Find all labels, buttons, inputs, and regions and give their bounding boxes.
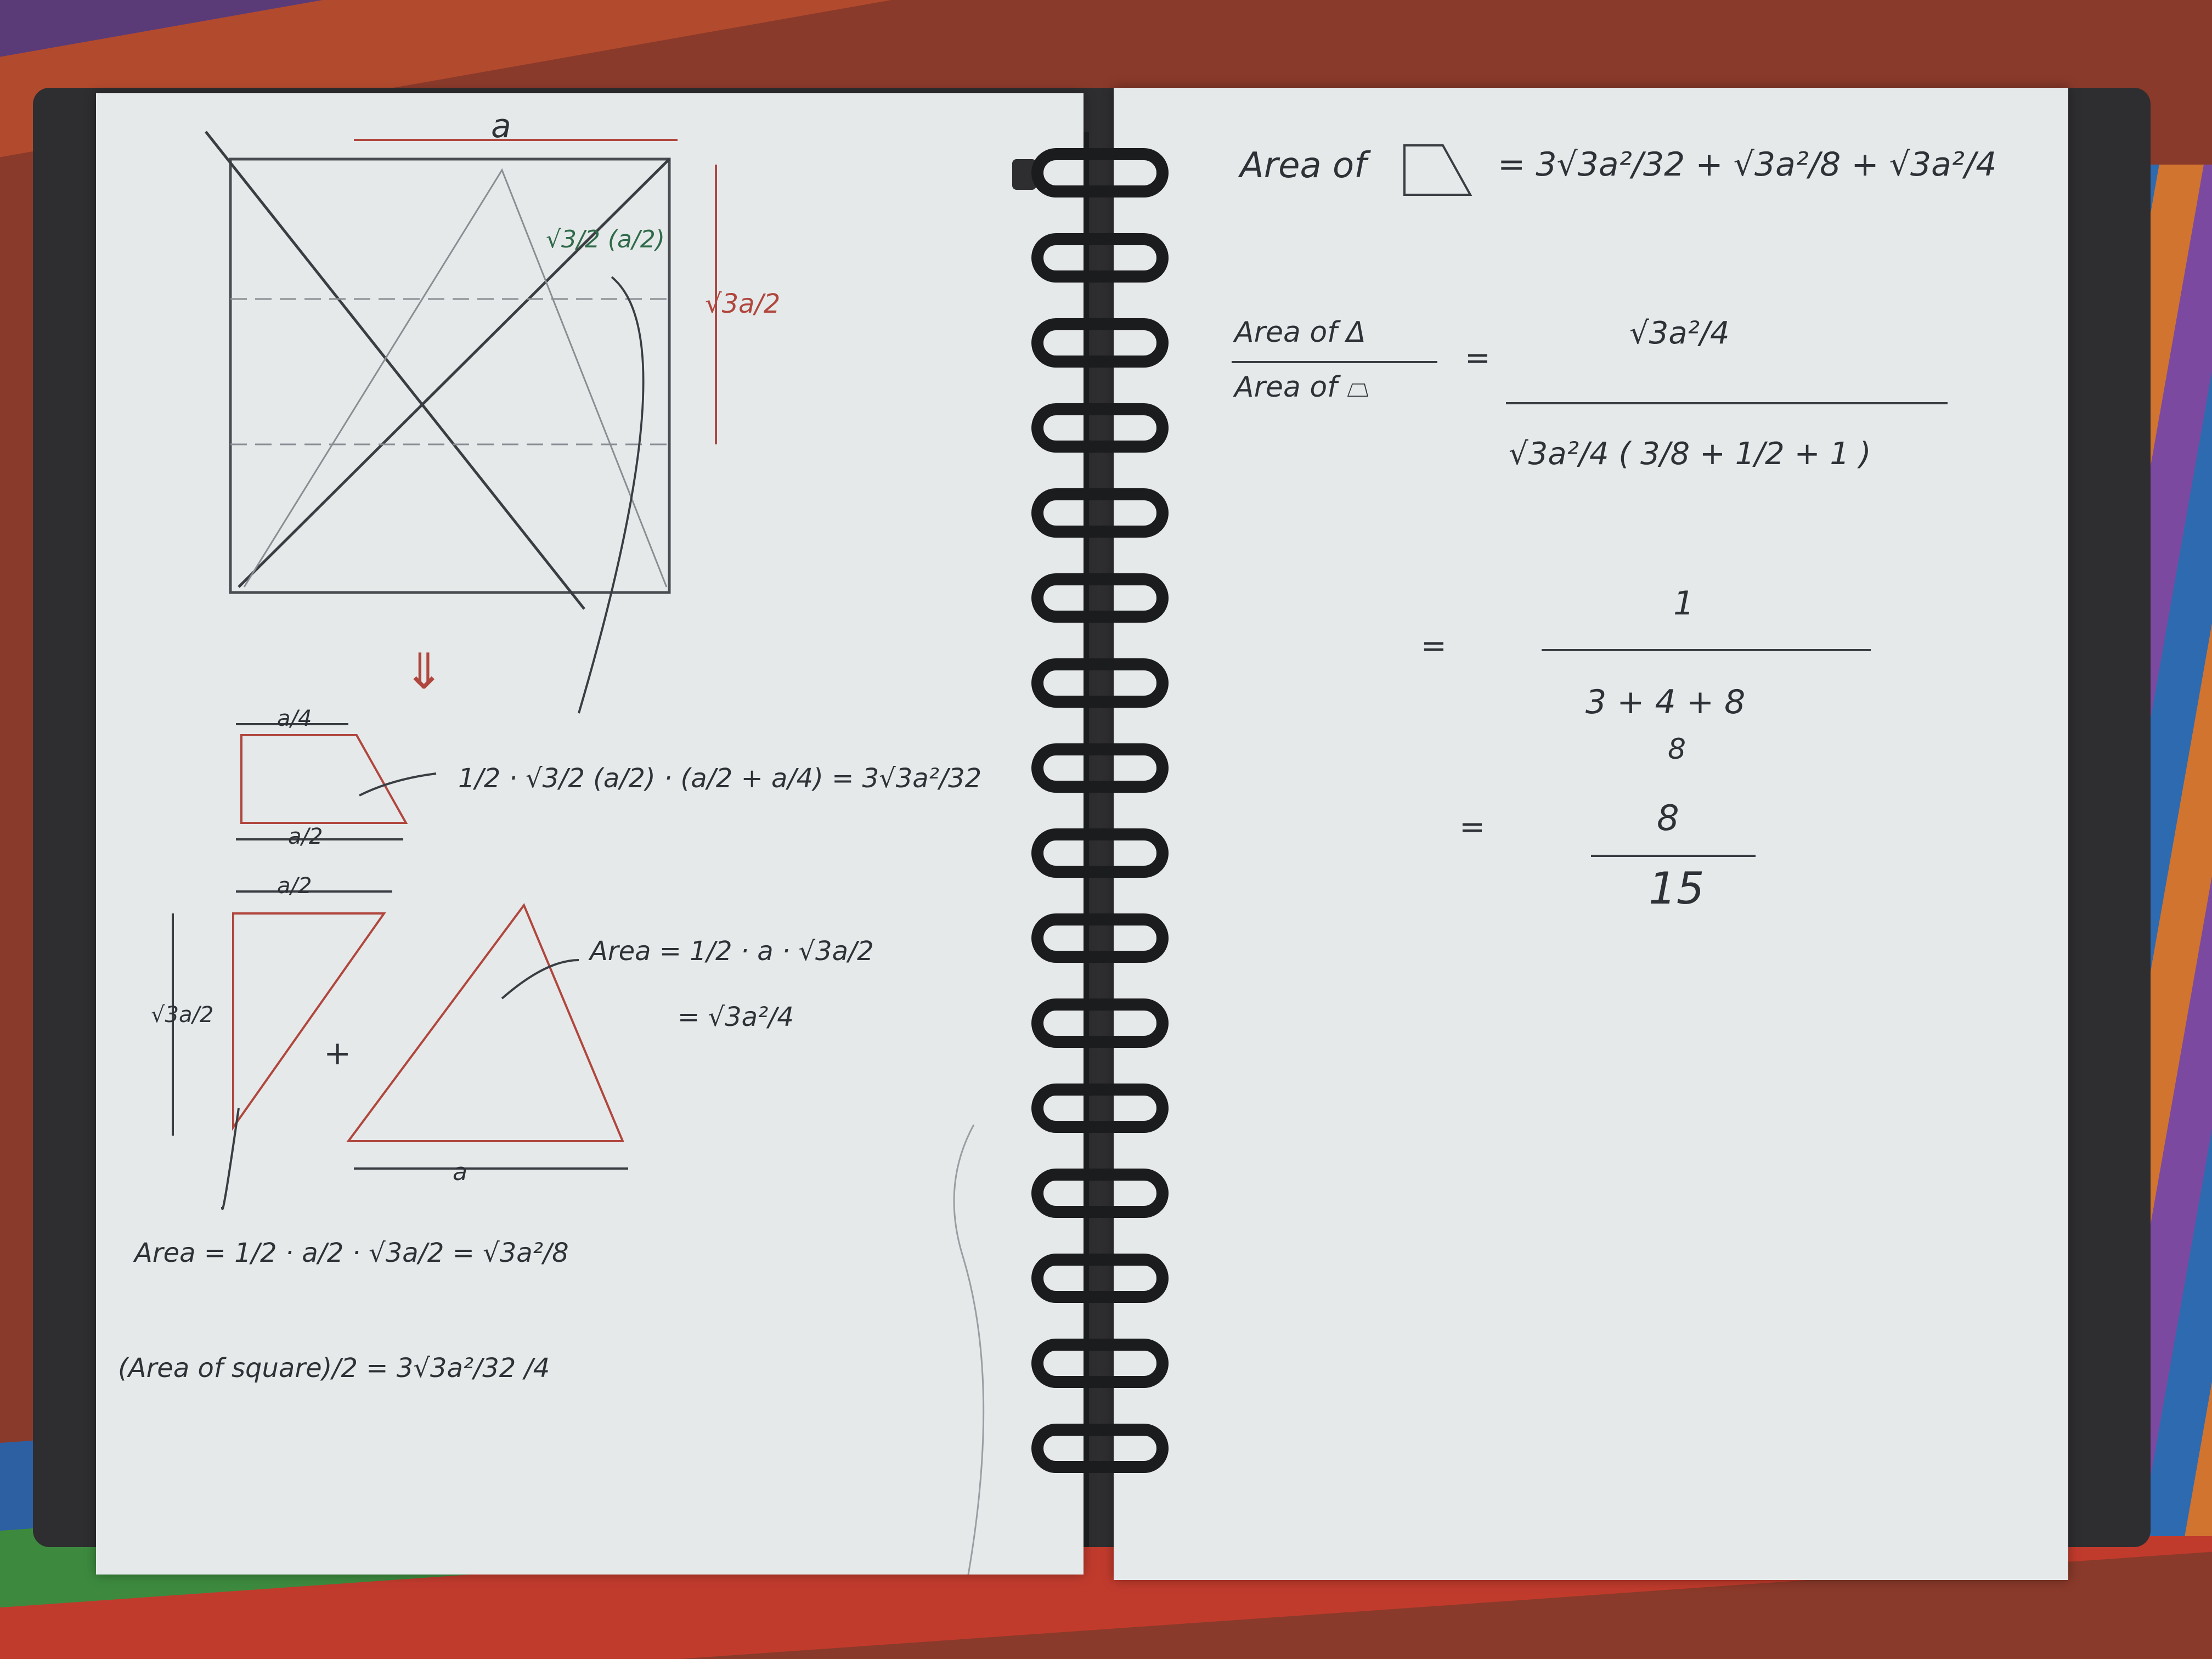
binding-ring bbox=[1031, 233, 1169, 283]
equi-arrow bbox=[502, 960, 579, 998]
step3-equals: = bbox=[1459, 809, 1485, 845]
plus-sign: + bbox=[324, 1034, 352, 1073]
binding-ring bbox=[1031, 1339, 1169, 1388]
ratio-bottom: √3a²/4 ( 3/8 + 1/2 + 1 ) bbox=[1509, 436, 1871, 472]
left-page bbox=[96, 93, 1084, 1575]
binding-ring bbox=[1031, 1424, 1169, 1473]
step3-numerator: 8 bbox=[1657, 798, 1679, 839]
trap-arrow bbox=[359, 774, 436, 795]
tri-side-label: √3a/2 bbox=[151, 1002, 214, 1028]
green-label: √3/2 (a/2) bbox=[546, 225, 665, 253]
ratio-numerator: Area of Δ bbox=[1234, 316, 1366, 349]
step2-numerator: 1 bbox=[1673, 584, 1695, 623]
ratio-denominator: Area of ⏢ bbox=[1234, 371, 1369, 404]
right-tri-area: Area = 1/2 · a/2 · √3a/2 = √3a²/8 bbox=[134, 1238, 569, 1268]
right-sketch bbox=[1114, 88, 2068, 1580]
step3-denominator: 15 bbox=[1649, 863, 1705, 914]
arrow-down-mark: ⇓ bbox=[403, 643, 445, 701]
step2-denominator-bottom: 8 bbox=[1668, 733, 1686, 766]
equilateral-triangle bbox=[348, 905, 623, 1141]
binding-ring bbox=[1031, 1254, 1169, 1303]
binding-ring bbox=[1031, 913, 1169, 963]
step2-denominator-top: 3 + 4 + 8 bbox=[1585, 683, 1746, 721]
square-area: (Area of square)/2 = 3√3a²/32 /4 bbox=[118, 1353, 550, 1384]
binding-ring bbox=[1031, 403, 1169, 453]
margin-curve bbox=[954, 1125, 984, 1575]
binding-ring bbox=[1031, 998, 1169, 1048]
line1-expression: = 3√3a²/32 + √3a²/8 + √3a²/4 bbox=[1498, 145, 1997, 184]
diag-line bbox=[239, 159, 669, 587]
top-label-a: a bbox=[491, 107, 511, 145]
binding-ring bbox=[1031, 318, 1169, 368]
trap-formula: 1/2 · √3/2 (a/2) · (a/2 + a/4) = 3√3a²/32 bbox=[458, 763, 982, 794]
binding-ring bbox=[1031, 148, 1169, 198]
trap-bottom-label: a/2 bbox=[288, 824, 323, 849]
binding-ring bbox=[1031, 1084, 1169, 1133]
binding-ring bbox=[1031, 488, 1169, 538]
binding-spine bbox=[1084, 132, 1089, 1547]
right-triangle bbox=[233, 913, 384, 1127]
equi-area-line1: Area = 1/2 · a · √3a/2 bbox=[590, 936, 874, 967]
left-sketch bbox=[96, 93, 1084, 1575]
binding-ring bbox=[1031, 658, 1169, 708]
ratio-top: √3a²/4 bbox=[1629, 315, 1730, 351]
step2-equals: = bbox=[1421, 628, 1447, 664]
side-label: √3a/2 bbox=[705, 289, 781, 319]
diag-line bbox=[206, 132, 584, 609]
ratio-equals: = bbox=[1465, 340, 1491, 376]
tri-arrow bbox=[222, 1108, 239, 1209]
trap-top-label: a/4 bbox=[277, 706, 312, 731]
equi-base-label: a bbox=[453, 1158, 467, 1186]
trapezoid-icon bbox=[1404, 145, 1470, 195]
trapezoid bbox=[241, 735, 406, 823]
binding-ring bbox=[1031, 573, 1169, 623]
line1-label: Area of bbox=[1240, 145, 1367, 186]
equi-area-line2: = √3a²/4 bbox=[678, 1002, 794, 1032]
binding-ring bbox=[1031, 1169, 1169, 1218]
tri-top-label: a/2 bbox=[277, 873, 312, 899]
binding-ring bbox=[1031, 828, 1169, 878]
curve-arrow bbox=[579, 277, 644, 713]
binding-ring bbox=[1031, 743, 1169, 793]
right-page bbox=[1114, 88, 2068, 1580]
